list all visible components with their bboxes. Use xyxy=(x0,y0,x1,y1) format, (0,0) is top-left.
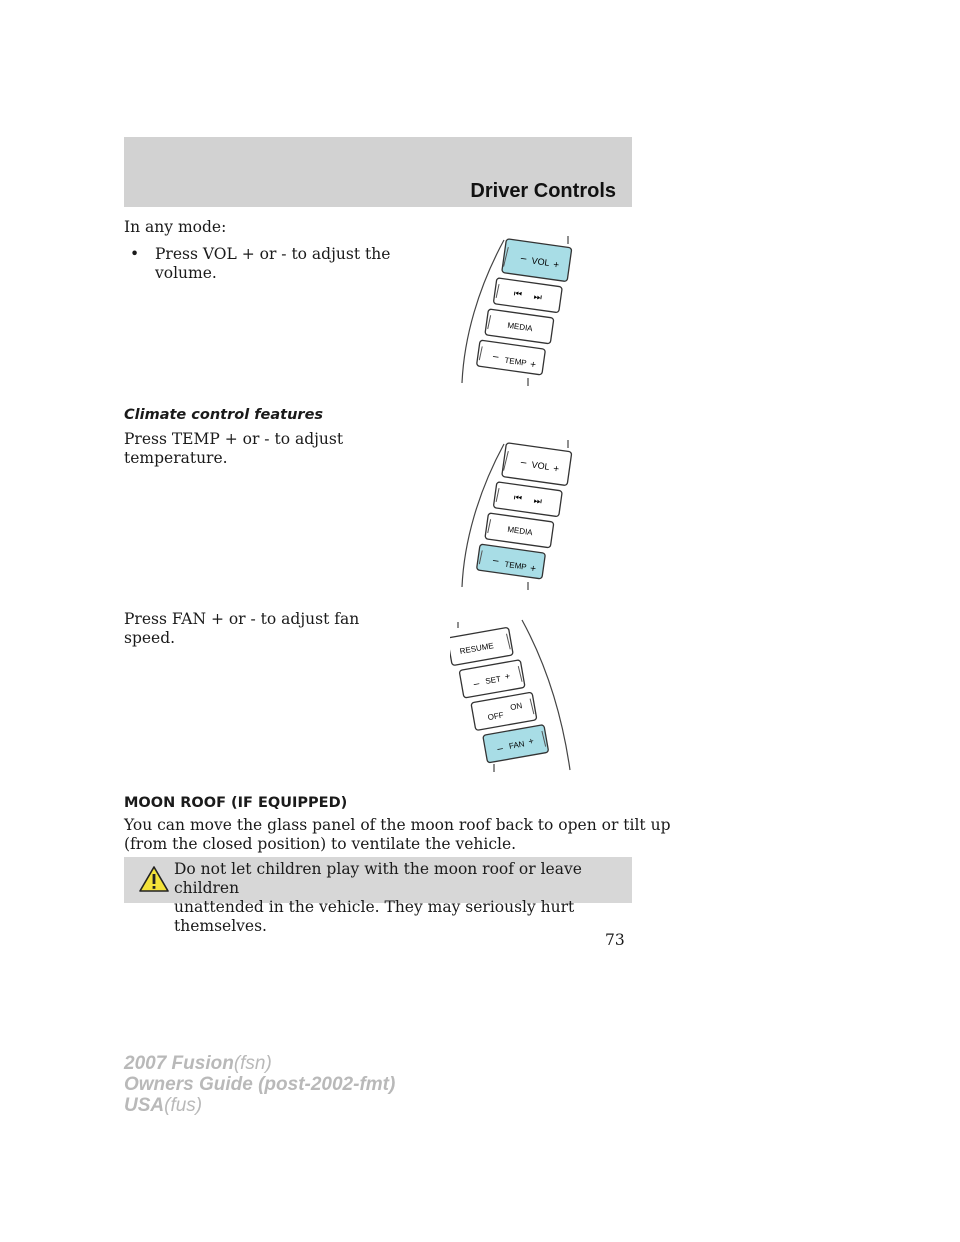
intro-text: In any mode: xyxy=(124,218,227,236)
prev-track-icon: ⏮ xyxy=(513,492,523,504)
temp-plus-label: + xyxy=(529,359,537,372)
set-plus-label: + xyxy=(504,670,511,682)
temp-label: TEMP xyxy=(503,559,528,572)
moonroof-line-1: You can move the glass panel of the moon roof back to open or tilt up xyxy=(124,816,671,834)
vol-label: VOL xyxy=(530,459,551,472)
vol-minus-label: – xyxy=(520,252,528,265)
audio-controls-vol-figure xyxy=(450,228,580,388)
media-label: MEDIA xyxy=(506,524,534,538)
resume-label: RESUME xyxy=(459,641,495,656)
fan-label: FAN xyxy=(508,739,526,751)
temp-minus-label: – xyxy=(492,351,500,363)
bullet-vol-line-1: Press VOL + or - to adjust the xyxy=(155,245,391,263)
vol-minus-label: – xyxy=(520,456,528,469)
vol-plus-label: + xyxy=(552,463,560,476)
prev-track-icon: ⏮ xyxy=(513,288,523,300)
warning-box xyxy=(124,857,632,935)
temp-label: TEMP xyxy=(503,355,528,368)
footer xyxy=(124,1053,395,1116)
off-label: OFF xyxy=(486,710,505,723)
temp-minus-label: – xyxy=(492,555,500,567)
climate-heading: Climate control features xyxy=(124,407,324,423)
warning-line-2: unattended in the vehicle. They may seriously hurt themselves. xyxy=(174,898,575,935)
temp-line-2: temperature. xyxy=(124,449,228,467)
footer-region: USA xyxy=(124,1095,165,1116)
fan-plus-label: + xyxy=(527,735,535,747)
header-band xyxy=(124,137,632,207)
audio-controls-temp-figure xyxy=(450,432,580,592)
footer-guide: Owners Guide (post-2002-fmt) xyxy=(124,1074,396,1095)
next-track-icon: ⏭ xyxy=(533,291,543,303)
temp-line-1: Press TEMP + or - to adjust xyxy=(124,430,344,448)
fan-minus-label: – xyxy=(496,743,504,755)
bullet-marker: • xyxy=(130,245,140,263)
media-label: MEDIA xyxy=(506,320,534,334)
set-label: SET xyxy=(484,674,502,687)
footer-model-code: (fsn) xyxy=(233,1053,272,1074)
temp-plus-label: + xyxy=(529,563,537,576)
moonroof-line-2: (from the closed position) to ventilate the vehicle. xyxy=(124,835,517,853)
fan-line-2: speed. xyxy=(124,629,176,647)
footer-model: 2007 Fusion xyxy=(124,1053,234,1074)
footer-region-code: (fus) xyxy=(164,1095,203,1116)
moonroof-heading: MOON ROOF (IF EQUIPPED) xyxy=(124,795,348,811)
on-label: ON xyxy=(509,701,523,713)
warning-line-1: Do not let children play with the moon roof or leave children xyxy=(174,860,582,897)
next-track-icon: ⏭ xyxy=(533,495,543,507)
set-minus-label: – xyxy=(472,678,481,691)
vol-plus-label: + xyxy=(552,259,560,272)
vol-label: VOL xyxy=(530,255,551,268)
page-number: 73 xyxy=(605,931,625,949)
section-title: Driver Controls xyxy=(470,180,616,202)
cruise-fan-controls-figure xyxy=(450,614,580,774)
warning-triangle-icon xyxy=(138,865,170,893)
fan-line-1: Press FAN + or - to adjust fan xyxy=(124,610,360,628)
bullet-vol-line-2: volume. xyxy=(155,264,217,282)
